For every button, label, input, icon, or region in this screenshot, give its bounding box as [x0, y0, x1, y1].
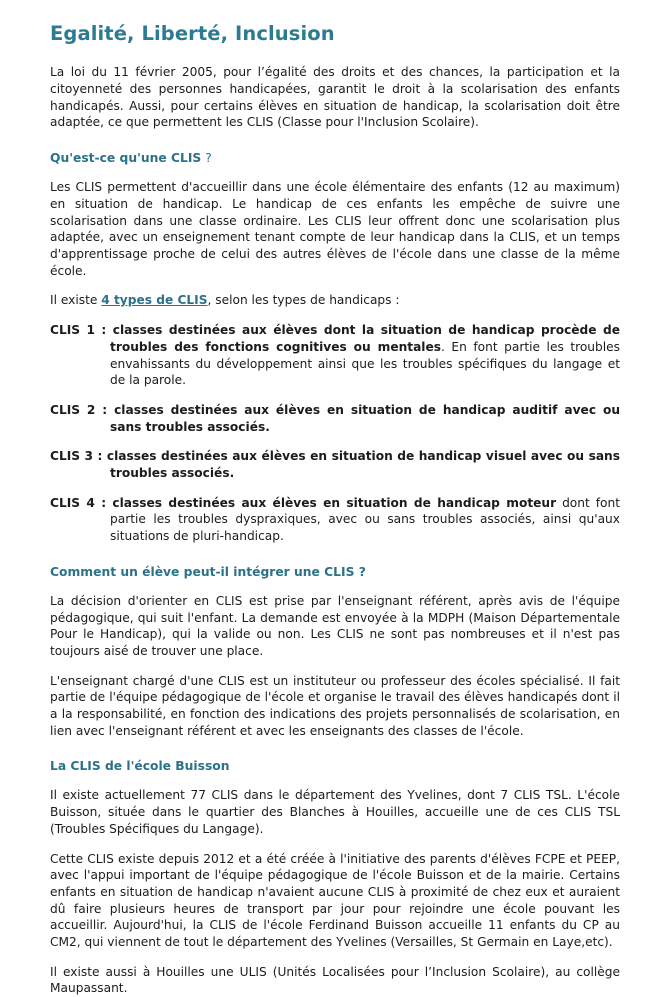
admission-paragraph-1: La décision d'orienter en CLIS est prise par l'enseignant référent, après avis de l'équipe pédagogique, qui suit l'enfant. La demande est envoyée à la MDPH (Maison Départementale Pour le Handicap), qui la valide ou non. Les CLIS ne sont pas nombreuses et il n'est pas toujours aisé de trouver une place.	[50, 593, 620, 658]
clis-type-description: dont font partie les troubles dyspraxiques, avec ou sans troubles associés, ainsi qu'aux situations de pluri-handicap.	[110, 495, 620, 544]
clis-type-title: CLIS 3 : classes destinées aux élèves en situation de handicap visuel avec ou sans troubles associés.	[50, 449, 620, 481]
school-paragraph-1: Il existe actuellement 77 CLIS dans le département des Yvelines, dont 7 CLIS TSL. L'école Buisson, située dans le quartier des Blanches à Houilles, accueille une de ces CLIS TSL (Troubles Spécifiques du Langage).	[50, 788, 620, 836]
clis-type-title: CLIS 1 : classes destinées aux élèves dont la situation de handicap procède de troubles des fonctions cognitives ou mentales	[50, 323, 620, 354]
clis-type-title: CLIS 4 : classes destinées aux élèves en situation de handicap moteur	[50, 495, 557, 510]
list-item	[50, 322, 620, 389]
admission-paragraph-2: L'enseignant chargé d'une CLIS est un instituteur ou professeur des écoles spécialisé. Il fait partie de l'équipe pédagogique de l'école et organise le travail des élèves handicapés dont il a la responsabilité, en fonction des indications des projets personnalisés de scolarisation, en lien avec l'enseignant référent et avec les enseignants des classes de l'école.	[50, 673, 620, 738]
school-paragraph-3: Il existe aussi à Houilles une ULIS (Unités Localisées pour l’Inclusion Scolaire), au collège Maupassant.	[50, 964, 620, 996]
link-4-types-de-clis[interactable]: 4 types de CLIS	[101, 293, 208, 308]
intro-paragraph: La loi du 11 février 2005, pour l’égalité des droits et des chances, la participation et la citoyenneté des personnes handicapées, garantit le droit à la scolarisation des enfants handicapés. Aussi, pour certains élèves en situation de handicap, la scolarisation doit être adaptée, ce que permettent les CLIS (Classe pour l'Inclusion Scolaire).	[50, 65, 620, 130]
section-heading-school: La CLIS de l'école Buisson	[50, 759, 230, 774]
list-item	[50, 448, 620, 481]
clis-type-description: . En font partie les troubles envahissants du développement ainsi que les troubles spécifiques du langage et de la parole.	[110, 339, 620, 388]
document-content	[50, 22, 620, 997]
page-title: Egalité, Liberté, Inclusion	[50, 22, 335, 45]
definition-paragraph: Les CLIS permettent d'accueillir dans une école élémentaire des enfants (12 au maximum) en situation de handicap. Le handicap de ces enfants les empêche de suivre une scolarisation dans une classe ordinaire. Les CLIS leur offrent donc une scolarisation plus adaptée, avec un enseignement tenant compte de leur handicap dans la CLIS, et un temps d'apprentissage proche de celui des autres élèves de l'école dans une classe de la même école.	[50, 180, 620, 278]
school-paragraph-2: Cette CLIS existe depuis 2012 et a été créée à l'initiative des parents d'élèves FCPE et PEEP, avec l'appui important de l'équipe pédagogique de l'école Buisson et de la mairie. Certains enfants en situation de handicap n'avaient aucune CLIS à proximité de chez eux et auraient dû faire plusieurs heures de transport par jour pour rejoindre une école pouvant les accueillir. Aujourd'hui, la CLIS de l'école Ferdinand Buisson accueille 11 enfants du CP au CM2, qui viennent de tout le département des Yvelines (Versailles, St Germain en Laye,etc).	[50, 851, 620, 950]
section-heading-admission: Comment un élève peut-il intégrer une CLIS ?	[50, 564, 366, 579]
types-intro-paragraph	[50, 292, 620, 309]
list-item	[50, 402, 620, 435]
types-intro-before: Il existe	[50, 293, 102, 308]
list-item	[50, 495, 620, 545]
clis-types-list	[50, 322, 620, 545]
section-heading-definition-text: Qu'est-ce qu'une CLIS	[50, 151, 202, 166]
types-intro-after: , selon les types de handicaps :	[207, 293, 400, 308]
clis-type-title: CLIS 2 : classes destinées aux élèves en situation de handicap auditif avec ou sans troubles associés.	[50, 402, 620, 434]
section-heading-definition	[50, 151, 620, 167]
section-heading-definition-suffix: ?	[201, 151, 212, 166]
